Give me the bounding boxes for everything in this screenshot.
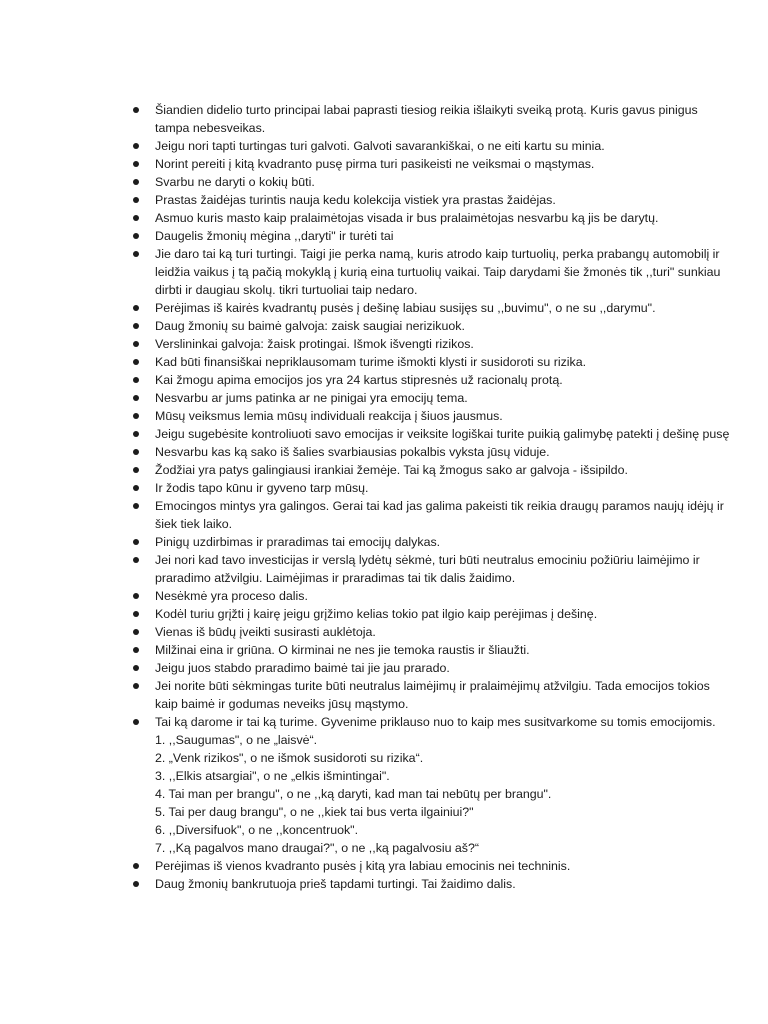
- bullet-icon: [133, 377, 139, 383]
- bullet-icon: [133, 665, 139, 671]
- bullet-icon: [133, 881, 139, 887]
- list-item: [130, 875, 735, 893]
- list-item: [130, 389, 735, 407]
- list-item-text: Perėjimas iš vienos kvadranto pusės į kitą yra labiau emocinis nei techninis.: [155, 859, 571, 873]
- list-item-text: Pinigų uzdirbimas ir praradimas tai emocijų dalykas.: [155, 535, 441, 549]
- bullet-icon: [133, 683, 139, 689]
- bullet-icon: [133, 611, 139, 617]
- list-item-text: Šiandien didelio turto principai labai paprasti tiesiog reikia išlaikyti sveiką protą. Kuris gavus pinigus tampa nebesveikas.: [155, 103, 698, 135]
- list-item-text: Jie daro tai ką turi turtingi. Taigi jie perka namą, kuris atrodo kaip turtuolių, perka prabangų automobilį ir leidžia vaikus į tą pačią mokyklą į kurią eina turtuolių vaikai. Taip darydami šie žmonės tik ,,turi" sunkiau dirbti ir daugiau skolų. tikri turtuoliai taip nedaro.: [155, 247, 721, 297]
- bullet-list: [130, 101, 735, 893]
- list-item: [130, 443, 735, 461]
- numbered-line: 7. ,,Ką pagalvos mano draugai?", o ne ,,ką pagalvosiu aš?“: [155, 841, 480, 855]
- list-item: [130, 677, 735, 713]
- list-item: [130, 857, 735, 875]
- list-item: [130, 713, 735, 857]
- bullet-icon: [133, 341, 139, 347]
- bullet-icon: [133, 197, 139, 203]
- list-item-text: Žodžiai yra patys galingiausi irankiai žemėje. Tai ką žmogus sako ar galvoja - išsipildo.: [155, 463, 628, 477]
- list-item: [130, 299, 735, 317]
- list-item-text: Mūsų veiksmus lemia mūsų individuali reakcija į šiuos jausmus.: [155, 409, 503, 423]
- list-item-text: Jei nori kad tavo investicijas ir verslą lydėtų sėkmė, turi būti neutralus emociniu požiūriu laimėjimo ir praradimo atžvilgiu. Laimėjimas ir praradimas tai tik dalis žaidimo.: [155, 553, 700, 585]
- bullet-icon: [133, 161, 139, 167]
- bullet-icon: [133, 629, 139, 635]
- list-item: [130, 605, 735, 623]
- bullet-icon: [133, 431, 139, 437]
- numbered-line: 2. „Venk rizikos", o ne išmok susidoroti su rizika“.: [155, 751, 424, 765]
- list-item-text: Verslininkai galvoja: žaisk protingai. Išmok išvengti rizikos.: [155, 337, 474, 351]
- list-item-text: Svarbu ne daryti o kokių būti.: [155, 175, 315, 189]
- list-item: [130, 641, 735, 659]
- list-item-text: Jeigu sugebėsite kontroliuoti savo emocijas ir veiksite logiškai turite puikią galimybę patekti į dešinę pusę: [155, 427, 730, 441]
- list-item-text: Kodėl turiu grįžti į kairę jeigu grįžimo kelias tokio pat ilgio kaip perėjimas į dešinę.: [155, 607, 598, 621]
- bullet-icon: [133, 179, 139, 185]
- bullet-icon: [133, 395, 139, 401]
- bullet-icon: [133, 323, 139, 329]
- bullet-icon: [133, 107, 139, 113]
- list-item-text: Kad būti finansiškai nepriklausomam turime išmokti klysti ir susidoroti su rizika.: [155, 355, 587, 369]
- bullet-icon: [133, 647, 139, 653]
- list-item: [130, 497, 735, 533]
- list-item: [130, 407, 735, 425]
- list-item-text: Nesvarbu ar jums patinka ar ne pinigai yra emocijų tema.: [155, 391, 468, 405]
- list-item: [130, 551, 735, 587]
- bullet-icon: [133, 485, 139, 491]
- list-item: [130, 191, 735, 209]
- list-item-text: Norint pereiti į kitą kvadranto pusę pirma turi pasikeisti ne veiksmai o mąstymas.: [155, 157, 595, 171]
- list-item: [130, 335, 735, 353]
- list-item-text: Jei norite būti sėkmingas turite būti neutralus laimėjimų ir pralaimėjimų atžvilgiu. Tada emocijos tokios kaip baimė ir godumas neveiks jūsų mąstymo.: [155, 679, 710, 711]
- numbered-line: 5. Tai per daug brangu", o ne ,,kiek tai bus verta ilgainiui?": [155, 805, 474, 819]
- bullet-icon: [133, 413, 139, 419]
- list-item: [130, 173, 735, 191]
- bullet-icon: [133, 863, 139, 869]
- bullet-icon: [133, 557, 139, 563]
- list-item-text: Milžinai eina ir griūna. O kirminai ne nes jie temoka raustis ir šliaužti.: [155, 643, 530, 657]
- list-item-text: Vienas iš būdų įveikti susirasti auklėtoja.: [155, 625, 376, 639]
- list-item-text: Nesėkmė yra proceso dalis.: [155, 589, 308, 603]
- bullet-icon: [133, 467, 139, 473]
- bullet-icon: [133, 359, 139, 365]
- list-item: [130, 227, 735, 245]
- bullet-icon: [133, 503, 139, 509]
- bullet-icon: [133, 449, 139, 455]
- numbered-line: 4. Tai man per brangu", o ne ,,ką daryti, kad man tai nebūtų per brangu".: [155, 787, 552, 801]
- list-item: [130, 155, 735, 173]
- list-item-text: Daug žmonių bankrutuoja prieš tapdami turtingi. Tai žaidimo dalis.: [155, 877, 516, 891]
- bullet-icon: [133, 305, 139, 311]
- list-item-text: Emocingos mintys yra galingos. Gerai tai kad jas galima pakeisti tik reikia draugų paramos naujų idėjų ir šiek tiek laiko.: [155, 499, 724, 531]
- list-item: [130, 659, 735, 677]
- numbered-line: 6. ,,Diversifuok", o ne ,,koncentruok".: [155, 823, 359, 837]
- list-item-text: Ir žodis tapo kūnu ir gyveno tarp mūsų.: [155, 481, 369, 495]
- list-item-text: Jeigu nori tapti turtingas turi galvoti. Galvoti savarankiškai, o ne eiti kartu su minia.: [155, 139, 605, 153]
- numbered-line: 3. ,,Elkis atsargiai", o ne „elkis išmintingai".: [155, 769, 390, 783]
- bullet-icon: [133, 593, 139, 599]
- list-item: [130, 479, 735, 497]
- bullet-icon: [133, 719, 139, 725]
- list-item-text: Daugelis žmonių mėgina ,,daryti" ir turėti tai: [155, 229, 394, 243]
- list-item: [130, 209, 735, 227]
- list-item: [130, 137, 735, 155]
- list-item: [130, 461, 735, 479]
- bullet-icon: [133, 233, 139, 239]
- list-item: [130, 533, 735, 551]
- list-item-text: Kai žmogu apima emocijos jos yra 24 kartus stipresnės už racionalų protą.: [155, 373, 563, 387]
- list-item: [130, 623, 735, 641]
- numbered-line: 1. ,,Saugumas", o ne „laisvė“.: [155, 733, 318, 747]
- list-item: [130, 101, 735, 137]
- list-item-text: Jeigu juos stabdo praradimo baimė tai jie jau prarado.: [155, 661, 450, 675]
- list-item: [130, 587, 735, 605]
- list-item-text: Daug žmonių su baimė galvoja: zaisk saugiai nerizikuok.: [155, 319, 465, 333]
- bullet-icon: [133, 143, 139, 149]
- bullet-icon: [133, 251, 139, 257]
- list-item-text: Nesvarbu kas ką sako iš šalies svarbiausias pokalbis vyksta jūsų viduje.: [155, 445, 550, 459]
- bullet-icon: [133, 215, 139, 221]
- list-item: [130, 425, 735, 443]
- list-item: [130, 353, 735, 371]
- list-item-text: Tai ką darome ir tai ką turime. Gyvenime priklauso nuo to kaip mes susitvarkome su tomis emocijomis.: [155, 715, 716, 729]
- bullet-icon: [133, 539, 139, 545]
- list-item-text: Asmuo kuris masto kaip pralaimėtojas visada ir bus pralaimėtojas nesvarbu ką jis be darytų.: [155, 211, 659, 225]
- list-item: [130, 371, 735, 389]
- list-item: [130, 245, 735, 299]
- list-item-text: Prastas žaidėjas turintis nauja kedu kolekcija vistiek yra prastas žaidėjas.: [155, 193, 556, 207]
- list-item: [130, 317, 735, 335]
- list-item-text: Perėjimas iš kairės kvadrantų pusės į dešinę labiau susijęs su ,,buvimu", o ne su ,,darymu".: [155, 301, 656, 315]
